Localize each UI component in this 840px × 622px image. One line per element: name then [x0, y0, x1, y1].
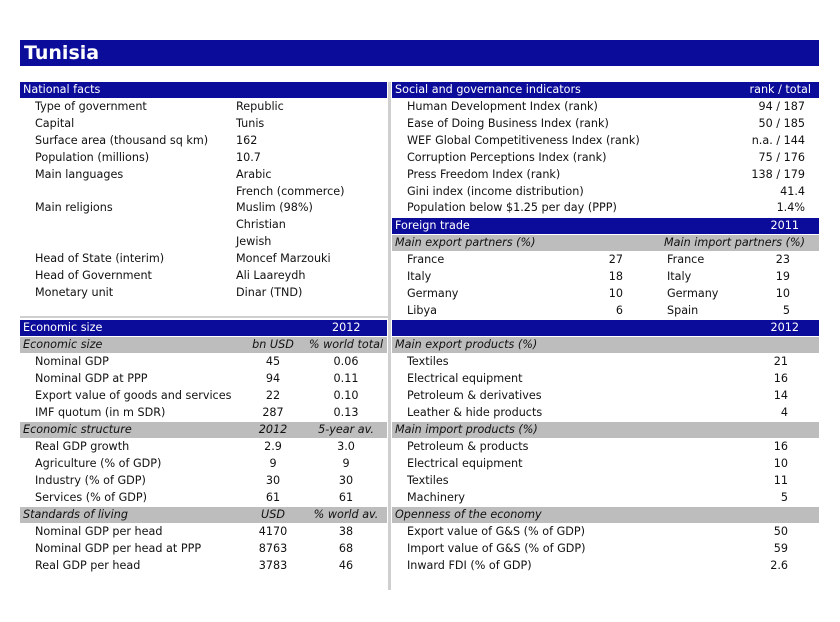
page-title: Tunisia: [20, 40, 819, 66]
export-partner-share: 18: [608, 269, 623, 283]
standards-of-living-subheader-col2: % world av.: [313, 508, 379, 521]
section-divider: [20, 316, 388, 318]
economic-size-year: 2012: [332, 321, 361, 334]
metric-value: 2.9: [264, 440, 282, 453]
metric-share: 0.13: [333, 405, 359, 419]
export-products-value: 16: [773, 371, 788, 385]
economic-size-title: Economic size: [23, 321, 103, 334]
fact-value: French (commerce): [236, 184, 345, 198]
economic-size-header: [20, 320, 387, 336]
fact-value: Arabic: [236, 167, 272, 181]
economic-size-subheader: [20, 337, 387, 353]
openness-subheader: Openness of the economy: [392, 507, 819, 523]
fact-label: Main languages: [35, 167, 124, 181]
economic-structure-subheader: [20, 422, 387, 438]
metric-value: 8763: [258, 541, 288, 555]
metric-share: 68: [338, 541, 354, 555]
metric-label: Industry (% of GDP): [35, 473, 146, 487]
import-partner-share: 5: [782, 303, 790, 317]
import-products-label: Textiles: [407, 473, 449, 487]
metric-share: 9: [342, 456, 350, 470]
metric-share: 0.10: [333, 388, 359, 402]
import-partner-name: Spain: [667, 303, 699, 317]
indicator-rank: 75 / 176: [758, 150, 805, 164]
fact-value: Muslim (98%): [236, 201, 313, 215]
rank-total-label: rank / total: [749, 83, 811, 96]
fact-value: Jewish: [236, 235, 272, 249]
metric-value: 287: [262, 405, 284, 419]
openness-label: Inward FDI (% of GDP): [407, 558, 532, 572]
metric-value: 22: [265, 388, 281, 402]
export-partner-name: Germany: [407, 286, 459, 300]
economic-structure-subheader-col2: 5-year av.: [318, 423, 374, 436]
import-products-label: Machinery: [407, 490, 466, 504]
indicator-rank: 50 / 185: [758, 116, 805, 130]
export-partner-share: 6: [615, 303, 623, 317]
indicator-label: Human Development Index (rank): [407, 100, 598, 113]
openness-label: Import value of G&S (% of GDP): [407, 541, 586, 555]
metric-value: 30: [265, 473, 281, 487]
fact-label: Head of State (interim): [35, 252, 165, 266]
metric-label: Real GDP growth: [35, 440, 130, 453]
import-products-subheader: Main import products (%): [392, 422, 819, 438]
import-partner-name: France: [667, 253, 705, 266]
fact-label: Capital: [35, 116, 75, 130]
country-fact-sheet: [20, 40, 819, 590]
indicator-rank: n.a. / 144: [751, 133, 805, 147]
import-products-value: 16: [773, 440, 788, 453]
national-facts-header: National facts: [20, 82, 387, 98]
import-partner-share: 23: [775, 253, 790, 266]
metric-label: IMF quotum (in m SDR): [35, 405, 166, 419]
metric-value: 9: [269, 456, 277, 470]
fact-label: Population (millions): [35, 150, 150, 164]
standards-of-living-subheader: [20, 507, 387, 523]
export-products-value: 4: [780, 405, 788, 419]
products-year-header: 2012: [392, 320, 819, 336]
import-partners-label: Main import partners (%): [663, 236, 805, 249]
trade-partners-subheader: [392, 235, 819, 251]
indicator-label: Ease of Doing Business Index (rank): [407, 116, 609, 130]
export-products-value: 14: [773, 388, 788, 402]
fact-value: Tunis: [236, 116, 265, 130]
economic-structure-subheader-col1: 2012: [258, 423, 288, 436]
export-partner-name: Italy: [407, 269, 432, 283]
import-products-value: 11: [773, 473, 788, 487]
metric-label: Nominal GDP per head at PPP: [35, 541, 202, 555]
export-partner-name: France: [407, 253, 445, 266]
economic-size-subheader-col1: bn USD: [252, 338, 294, 351]
fact-value: 162: [236, 133, 258, 147]
fact-label: Type of government: [35, 100, 147, 113]
openness-value: 59: [773, 541, 788, 555]
import-partner-share: 19: [775, 269, 790, 283]
indicator-rank: 94 / 187: [758, 100, 805, 113]
metric-share: 30: [338, 473, 354, 487]
fact-value: Moncef Marzouki: [236, 252, 331, 266]
metric-label: Nominal GDP per head: [35, 525, 163, 538]
social-indicators-title: Social and governance indicators: [395, 83, 581, 96]
metric-value: 3783: [258, 558, 288, 572]
export-partners-label: Main export partners (%): [395, 236, 536, 249]
export-partner-name: Libya: [407, 303, 437, 317]
import-partner-share: 10: [775, 286, 790, 300]
export-products-label: Electrical equipment: [407, 371, 523, 385]
metric-value: 4170: [258, 525, 288, 538]
column-divider: [388, 82, 391, 590]
fact-label: Main religions: [35, 201, 113, 215]
export-products-label: Leather & hide products: [407, 405, 543, 419]
indicator-label: Corruption Perceptions Index (rank): [407, 150, 607, 164]
metric-share: 61: [338, 490, 354, 504]
fact-label: Monetary unit: [35, 285, 114, 299]
import-partner-name: Germany: [667, 286, 719, 300]
metric-label: Export value of goods and services: [35, 388, 232, 402]
import-products-label: Electrical equipment: [407, 456, 523, 470]
import-products-value: 5: [780, 490, 788, 504]
metric-value: 61: [265, 490, 281, 504]
social-indicators-header: [392, 82, 819, 98]
indicator-label: Population below $1.25 per day (PPP): [407, 201, 617, 215]
indicator-rank: 1.4%: [776, 201, 805, 215]
metric-share: 46: [338, 558, 354, 572]
metric-label: Services (% of GDP): [35, 490, 148, 504]
indicator-rank: 41.4: [780, 184, 805, 198]
fact-value: Dinar (TND): [236, 285, 303, 299]
export-products-subheader: Main export products (%): [392, 337, 819, 353]
indicator-label: WEF Global Competitiveness Index (rank): [407, 133, 640, 147]
metric-share: 0.11: [333, 371, 359, 385]
import-products-value: 10: [773, 456, 788, 470]
export-products-value: 21: [773, 355, 788, 368]
openness-value: 50: [773, 525, 788, 538]
metric-value: 45: [265, 355, 281, 368]
indicator-label: Press Freedom Index (rank): [407, 167, 561, 181]
openness-value: 2.6: [770, 558, 788, 572]
metric-label: Nominal GDP at PPP: [35, 371, 148, 385]
foreign-trade-year: 2011: [770, 219, 799, 232]
fact-value: Ali Laareydh: [236, 269, 306, 282]
economic-size-subheader-label: Economic size: [23, 338, 103, 351]
economic-size-subheader-col2: % world total: [308, 338, 384, 351]
export-products-label: Petroleum & derivatives: [407, 388, 542, 402]
fact-value: Republic: [236, 100, 284, 113]
fact-label: Surface area (thousand sq km): [35, 133, 209, 147]
import-partner-name: Italy: [667, 269, 692, 283]
metric-share: 3.0: [337, 440, 355, 453]
indicator-rank: 138 / 179: [751, 167, 805, 181]
fact-value: 10.7: [236, 150, 261, 164]
standards-of-living-subheader-label: Standards of living: [23, 508, 128, 521]
export-partner-share: 27: [608, 253, 623, 266]
import-products-label: Petroleum & products: [407, 440, 529, 453]
export-products-label: Textiles: [407, 355, 449, 368]
metric-share: 0.06: [333, 355, 359, 368]
indicator-label: Gini index (income distribution): [407, 184, 584, 198]
fact-label: Head of Government: [35, 269, 152, 282]
export-partner-share: 10: [608, 286, 623, 300]
foreign-trade-title: Foreign trade: [395, 219, 470, 232]
metric-label: Nominal GDP: [35, 355, 109, 368]
metric-label: Real GDP per head: [35, 558, 141, 572]
standards-of-living-subheader-col1: USD: [261, 508, 285, 521]
openness-label: Export value of G&S (% of GDP): [407, 525, 585, 538]
fact-value: Christian: [236, 218, 286, 232]
metric-value: 94: [265, 371, 281, 385]
metric-label: Agriculture (% of GDP): [35, 456, 162, 470]
metric-share: 38: [338, 525, 354, 538]
economic-structure-subheader-label: Economic structure: [23, 423, 132, 436]
foreign-trade-header: [392, 218, 819, 234]
